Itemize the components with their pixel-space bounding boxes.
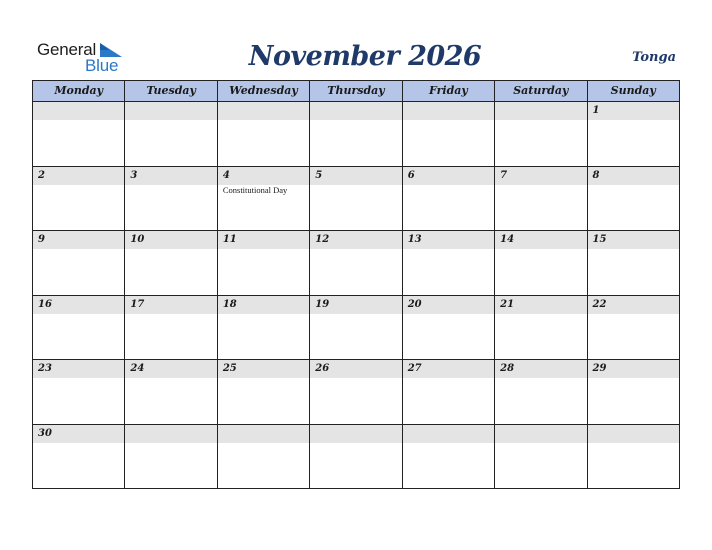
weekday-header: Saturday	[495, 81, 587, 101]
day-cell[interactable]	[403, 102, 495, 166]
day-cell[interactable]	[33, 296, 125, 360]
day-cell[interactable]	[588, 296, 679, 360]
day-number-band	[403, 167, 494, 185]
day-number: 6	[407, 169, 415, 181]
day-cell[interactable]	[588, 102, 679, 166]
day-number-band	[310, 425, 401, 443]
day-number: 26	[315, 363, 330, 374]
day-number-band	[403, 425, 494, 443]
day-number-band	[310, 296, 401, 314]
day-cell[interactable]	[495, 231, 587, 295]
blue-triangle-flag-icon	[100, 43, 122, 57]
weekday-header: Sunday	[610, 84, 656, 97]
logo-text-general: General	[37, 40, 97, 59]
day-number-band	[588, 425, 679, 443]
day-cell[interactable]	[125, 167, 217, 231]
day-number: 19	[315, 298, 330, 310]
day-cell[interactable]	[125, 231, 217, 295]
day-number: 24	[130, 363, 145, 374]
day-number: 16	[38, 298, 52, 310]
generalblue-logo	[37, 40, 137, 74]
day-number: 17	[130, 298, 145, 310]
day-number-band	[125, 425, 216, 443]
day-number-band	[218, 167, 309, 185]
day-number-band	[495, 231, 586, 249]
day-number-band	[495, 102, 586, 120]
day-number: 4	[222, 169, 230, 181]
day-cell[interactable]	[125, 425, 217, 490]
day-number-band	[588, 102, 679, 120]
day-number-band	[495, 360, 586, 378]
day-number-band	[33, 425, 124, 443]
day-number: 1	[592, 105, 600, 116]
country-label: Tonga	[632, 50, 676, 65]
day-cell[interactable]	[588, 425, 679, 490]
day-number: 18	[222, 298, 237, 310]
weekday-header: Monday	[33, 81, 125, 101]
day-number: 12	[315, 234, 330, 245]
day-number-band	[310, 167, 401, 185]
day-cell[interactable]	[310, 102, 402, 166]
day-number-band	[588, 167, 679, 185]
day-cell[interactable]	[125, 102, 217, 166]
day-number-band	[588, 231, 679, 249]
day-cell[interactable]	[495, 167, 587, 231]
day-number: 23	[38, 363, 52, 374]
day-cell[interactable]	[218, 360, 310, 424]
weeks-container	[33, 102, 679, 489]
day-number-band	[403, 296, 494, 314]
day-number-band	[125, 296, 216, 314]
day-number: 30	[38, 427, 52, 439]
day-number-band	[218, 102, 309, 120]
day-number: 22	[592, 298, 607, 310]
day-number: 5	[315, 169, 323, 181]
day-cell[interactable]	[403, 425, 495, 490]
day-cell[interactable]	[125, 296, 217, 360]
day-cell[interactable]	[403, 360, 495, 424]
day-number-band	[495, 425, 586, 443]
day-cell[interactable]	[218, 102, 310, 166]
day-number: 10	[130, 234, 145, 245]
day-number: 20	[407, 298, 422, 310]
calendar-grid	[32, 80, 680, 489]
day-number-band	[33, 360, 124, 378]
day-cell[interactable]	[403, 296, 495, 360]
day-number-band	[310, 360, 401, 378]
weekday-header: Wednesday	[218, 81, 310, 101]
day-number: 14	[500, 234, 515, 245]
week-row	[33, 425, 679, 490]
day-number-band	[33, 231, 124, 249]
weekday-header: Friday	[403, 81, 495, 101]
day-cell[interactable]	[310, 167, 402, 231]
day-cell[interactable]	[218, 296, 310, 360]
week-row	[33, 231, 679, 296]
day-number: 28	[500, 363, 515, 374]
day-number-band	[403, 102, 494, 120]
week-row	[33, 360, 679, 425]
day-cell[interactable]	[218, 425, 310, 490]
day-number: 25	[222, 363, 237, 374]
day-number-band	[403, 231, 494, 249]
week-row	[33, 102, 679, 167]
day-number-band	[588, 296, 679, 314]
day-cell[interactable]	[588, 231, 679, 295]
day-cell[interactable]	[218, 231, 310, 295]
day-cell[interactable]	[495, 102, 587, 166]
day-cell[interactable]	[588, 360, 679, 424]
day-cell[interactable]	[33, 425, 125, 490]
day-number-band	[125, 167, 216, 185]
holiday-label: Constitutional Day	[222, 184, 288, 195]
day-number-band	[125, 360, 216, 378]
day-number: 27	[407, 363, 422, 374]
day-number-band	[125, 231, 216, 249]
day-cell[interactable]	[310, 296, 402, 360]
day-number: 13	[407, 234, 422, 245]
weekday-header: Tuesday	[125, 81, 217, 101]
day-number-band	[310, 102, 401, 120]
week-row	[33, 296, 679, 361]
day-cell[interactable]	[310, 231, 402, 295]
day-cell[interactable]	[588, 167, 679, 231]
calendar-title: November 2026	[248, 41, 482, 72]
day-cell[interactable]	[33, 102, 125, 166]
day-number-band	[495, 167, 586, 185]
day-number: 2	[38, 169, 45, 181]
day-cell[interactable]	[125, 360, 217, 424]
day-number-band	[33, 296, 124, 314]
day-number: 29	[592, 363, 607, 374]
day-cell[interactable]	[403, 167, 495, 231]
day-number-band	[218, 296, 309, 314]
day-number-band	[218, 360, 309, 378]
day-number: 7	[500, 169, 508, 181]
day-cell[interactable]	[495, 425, 587, 490]
day-cell[interactable]	[33, 360, 125, 424]
day-number-band	[33, 102, 124, 120]
day-number-band	[218, 425, 309, 443]
day-number: 15	[592, 234, 607, 245]
day-cell[interactable]	[403, 231, 495, 295]
day-number: 3	[130, 169, 138, 181]
day-number-band	[495, 296, 586, 314]
week-row	[33, 167, 679, 232]
day-number-band	[218, 231, 309, 249]
weekday-header: Thursday	[310, 81, 402, 101]
logo-text-blue: Blue	[85, 56, 119, 75]
day-number: 9	[38, 234, 45, 245]
day-cell[interactable]	[33, 167, 125, 231]
day-cell[interactable]	[33, 231, 125, 295]
day-number-band	[125, 102, 216, 120]
day-number: 21	[500, 298, 515, 310]
weekday-header-row	[33, 81, 679, 102]
day-number-band	[403, 360, 494, 378]
day-number: 11	[222, 234, 237, 245]
day-cell[interactable]	[310, 425, 402, 490]
day-number-band	[588, 360, 679, 378]
day-number-band	[310, 231, 401, 249]
day-cell[interactable]	[218, 167, 310, 231]
day-number-band	[33, 167, 124, 185]
day-cell[interactable]	[495, 296, 587, 360]
day-cell[interactable]	[495, 360, 587, 424]
day-number: 8	[592, 169, 600, 181]
day-cell[interactable]	[310, 360, 402, 424]
